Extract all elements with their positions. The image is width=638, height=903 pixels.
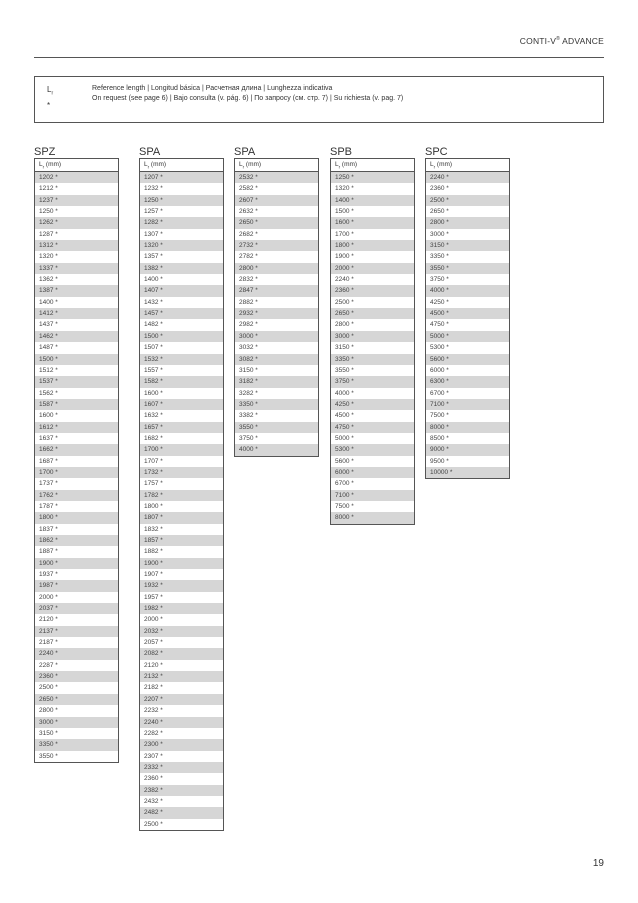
table-row: 2240 *	[35, 648, 118, 659]
table-row: 2650 *	[331, 308, 414, 319]
table-row: 1807 *	[140, 512, 223, 523]
table-row: 2632 *	[239, 208, 258, 216]
table-row: 1362 *	[39, 276, 58, 284]
table-row: 2307 *	[144, 752, 163, 760]
table-row: 2282 *	[144, 729, 163, 737]
column-title: SPC	[425, 146, 448, 158]
table-row: 7500 *	[335, 502, 354, 510]
table-row: 1832 *	[144, 525, 163, 533]
table-row: 2650 *	[235, 217, 318, 228]
table-row: 4000 *	[335, 389, 354, 397]
table-row: 3350 *	[331, 354, 414, 365]
table-row: 1587 *	[35, 399, 118, 410]
table-row: 2082 *	[140, 648, 223, 659]
table-row: 5600 *	[335, 457, 354, 465]
legend-line-on-request: On request (see page 6) | Bajo consulta (v. pág. 6) | По запросу (см. стр. 7) | Su richiesta (v. pag. 7)	[92, 95, 404, 102]
table-row: 1532 *	[140, 354, 223, 365]
table-row: 1600 *	[39, 412, 58, 420]
table-row: 2000 *	[331, 263, 414, 274]
table-row: 2847 *	[235, 285, 318, 296]
table-row: 2287 *	[39, 661, 58, 669]
table-row: 1307 *	[144, 230, 163, 238]
table-row: 3182 *	[235, 376, 318, 387]
column-spa-1	[139, 146, 224, 831]
column-spb	[330, 146, 415, 525]
table-row: 1507 *	[144, 344, 163, 352]
table-row: 2982 *	[239, 321, 258, 329]
table-row: 1202 *	[35, 172, 118, 183]
table-row: 1237 *	[35, 195, 118, 206]
table-row: 2332 *	[140, 762, 223, 773]
table-row: 1257 *	[144, 208, 163, 216]
table-row: 2832 *	[239, 276, 258, 284]
table-row: 9500 *	[430, 457, 449, 465]
table-row: 1932 *	[140, 580, 223, 591]
table-row: 2682 *	[239, 230, 258, 238]
table-row: 1707 *	[144, 457, 163, 465]
table-row: 7100 *	[426, 399, 509, 410]
table-row: 2240 *	[140, 717, 223, 728]
column-title: SPA	[234, 146, 256, 158]
table-row: 1400 *	[39, 298, 58, 306]
table-row: 8500 *	[430, 434, 449, 442]
table-row: 1662 *	[35, 444, 118, 455]
table-row: 1232 *	[144, 185, 163, 193]
table-row: 2207 *	[140, 694, 223, 705]
table-row: 6000 *	[430, 366, 449, 374]
table-row: 4500 *	[426, 308, 509, 319]
table-row: 2800 *	[426, 217, 509, 228]
table-row: 2037 *	[35, 603, 118, 614]
table-row: 1982 *	[140, 603, 223, 614]
table-row: 1757 *	[144, 480, 163, 488]
table-row: 8000 *	[331, 512, 414, 523]
column-spa-2	[234, 146, 319, 457]
table-row: 3750 *	[331, 376, 414, 387]
column-title: SPB	[330, 146, 353, 158]
table-row: 3000 *	[235, 331, 318, 342]
table-row: 1282 *	[140, 217, 223, 228]
table-row: 1607 *	[140, 399, 223, 410]
legend-symbols: $L_r$ *	[47, 85, 54, 110]
table-row: 1432 *	[144, 298, 163, 306]
table-row: 3000 *	[331, 331, 414, 342]
table-row: 3150 *	[39, 729, 58, 737]
table-row: 2120 *	[144, 661, 163, 669]
table-row: 2532 *	[235, 172, 318, 183]
table-row: 1537 *	[35, 376, 118, 387]
table-row: 2882 *	[239, 298, 258, 306]
table-row: 1900 *	[335, 253, 354, 261]
table-row: 3350 *	[430, 253, 449, 261]
table-row: 1787 *	[39, 502, 58, 510]
length-table	[234, 158, 319, 457]
table-row: 2360 *	[144, 775, 163, 783]
table-row: 1800 *	[331, 240, 414, 251]
column-title: SPZ	[34, 146, 56, 158]
table-row: 2240 *	[335, 276, 354, 284]
table-row: 4500 *	[335, 412, 354, 420]
table-row: 2432 *	[144, 797, 163, 805]
table-row: 1462 *	[35, 331, 118, 342]
table-row: 1320 *	[39, 253, 58, 261]
table-row: 4750 *	[331, 422, 414, 433]
table-row: 2132 *	[140, 671, 223, 682]
table-row: 1250 *	[39, 208, 58, 216]
table-row: 1700 *	[140, 444, 223, 455]
table-row: 2500 *	[39, 684, 58, 692]
table-row: 3000 *	[430, 230, 449, 238]
column-spz	[34, 146, 119, 763]
table-row: 1212 *	[39, 185, 58, 193]
table-row: 2932 *	[235, 308, 318, 319]
table-row: 3382 *	[239, 412, 258, 420]
table-row: 1957 *	[144, 593, 163, 601]
table-row: 10000 *	[426, 467, 509, 478]
table-row: 3550 *	[235, 422, 318, 433]
table-row: 1700 *	[35, 467, 118, 478]
table-row: 4000 *	[235, 444, 318, 455]
table-row: 1700 *	[335, 230, 354, 238]
legend-box	[34, 76, 604, 123]
column-spc	[425, 146, 510, 479]
table-row: 1320 *	[140, 240, 223, 251]
table-row: 1632 *	[144, 412, 163, 420]
table-row: 2800 *	[39, 707, 58, 715]
table-row: 1312 *	[35, 240, 118, 251]
table-header: $L_r$ (mm)	[331, 159, 414, 172]
table-row: 6000 *	[331, 467, 414, 478]
table-header: $L_r$ (mm)	[35, 159, 118, 172]
table-row: 2000 *	[144, 616, 163, 624]
table-row: 2360 *	[430, 185, 449, 193]
table-row: 3032 *	[239, 344, 258, 352]
table-row: 2382 *	[140, 785, 223, 796]
table-row: 2032 *	[140, 626, 223, 637]
table-row: 3000 *	[35, 717, 118, 728]
table-row: 1600 *	[331, 217, 414, 228]
table-row: 2187 *	[39, 639, 58, 647]
table-row: 1907 *	[144, 571, 163, 579]
table-row: 3750 *	[430, 276, 449, 284]
table-row: 1562 *	[39, 389, 58, 397]
table-row: 1987 *	[35, 580, 118, 591]
table-row: 1612 *	[35, 422, 118, 433]
table-row: 1500 *	[35, 354, 118, 365]
table-header: $L_r$ (mm)	[235, 159, 318, 172]
table-row: 3350 *	[35, 739, 118, 750]
table-row: 6700 *	[430, 389, 449, 397]
table-row: 1582 *	[140, 376, 223, 387]
table-row: 1400 *	[331, 195, 414, 206]
table-row: 5300 *	[430, 344, 449, 352]
table-row: 2232 *	[144, 707, 163, 715]
table-row: 1262 *	[35, 217, 118, 228]
table-row: 4000 *	[426, 285, 509, 296]
legend-line-reference: Reference length | Longitud básica | Расчетная длина | Lunghezza indicativa	[92, 85, 333, 92]
table-row: 8000 *	[426, 422, 509, 433]
table-row: 5300 *	[331, 444, 414, 455]
table-row: 1500 *	[140, 331, 223, 342]
table-row: 1407 *	[140, 285, 223, 296]
table-row: 3350 *	[235, 399, 318, 410]
table-row: 1882 *	[144, 548, 163, 556]
table-row: 2482 *	[140, 807, 223, 818]
table-row: 1800 *	[35, 512, 118, 523]
table-row: 1357 *	[144, 253, 163, 261]
table-row: 1387 *	[35, 285, 118, 296]
table-row: 2650 *	[430, 208, 449, 216]
table-row: 3082 *	[235, 354, 318, 365]
length-table	[330, 158, 415, 525]
table-row: 1457 *	[140, 308, 223, 319]
table-row: 4250 *	[331, 399, 414, 410]
table-row: 2360 *	[331, 285, 414, 296]
table-row: 1412 *	[35, 308, 118, 319]
table-row: 1937 *	[39, 571, 58, 579]
table-row: 3550 *	[335, 366, 354, 374]
table-row: 1287 *	[39, 230, 58, 238]
table-row: 7100 *	[331, 490, 414, 501]
table-row: 1887 *	[39, 548, 58, 556]
table-row: 2182 *	[144, 684, 163, 692]
table-row: 1687 *	[39, 457, 58, 465]
table-row: 2500 *	[144, 820, 163, 828]
table-row: 1782 *	[140, 490, 223, 501]
table-row: 1337 *	[35, 263, 118, 274]
table-row: 4250 *	[430, 298, 449, 306]
table-row: 3750 *	[239, 434, 258, 442]
table-row: 2500 *	[335, 298, 354, 306]
table-row: 1250 *	[331, 172, 414, 183]
legend-text	[92, 84, 403, 104]
table-row: 2800 *	[235, 263, 318, 274]
table-row: 9000 *	[426, 444, 509, 455]
table-row: 1320 *	[335, 185, 354, 193]
table-row: 1600 *	[144, 389, 163, 397]
header-divider	[34, 57, 604, 58]
table-row: 1500 *	[335, 208, 354, 216]
table-row: 4750 *	[430, 321, 449, 329]
table-row: 2650 *	[35, 694, 118, 705]
table-row: 2732 *	[235, 240, 318, 251]
table-header: $L_r$ (mm)	[426, 159, 509, 172]
table-row: 1857 *	[140, 535, 223, 546]
table-row: 1487 *	[39, 344, 58, 352]
table-row: 1637 *	[39, 434, 58, 442]
table-row: 3282 *	[239, 389, 258, 397]
table-row: 1682 *	[144, 434, 163, 442]
length-table	[425, 158, 510, 479]
table-row: 1400 *	[144, 276, 163, 284]
table-row: 2500 *	[426, 195, 509, 206]
table-row: 1732 *	[140, 467, 223, 478]
table-row: 3550 *	[426, 263, 509, 274]
table-row: 2360 *	[35, 671, 118, 682]
column-title: SPA	[139, 146, 161, 158]
table-row: 1762 *	[35, 490, 118, 501]
page-number: 19	[592, 858, 604, 869]
table-row: 1862 *	[35, 535, 118, 546]
table-row: 5000 *	[335, 434, 354, 442]
table-row: 3150 *	[426, 240, 509, 251]
table-row: 1837 *	[39, 525, 58, 533]
table-row: 3150 *	[239, 366, 258, 374]
table-row: 2782 *	[239, 253, 258, 261]
table-row: 1737 *	[39, 480, 58, 488]
table-row: 6700 *	[335, 480, 354, 488]
table-row: 2240 *	[426, 172, 509, 183]
table-row: 1800 *	[144, 502, 163, 510]
length-table	[139, 158, 224, 831]
table-row: 2582 *	[239, 185, 258, 193]
table-row: 1512 *	[39, 366, 58, 374]
table-row: 6300 *	[426, 376, 509, 387]
table-row: 1482 *	[144, 321, 163, 329]
table-row: 1382 *	[140, 263, 223, 274]
table-row: 1207 *	[140, 172, 223, 183]
table-row: 1900 *	[140, 558, 223, 569]
table-row: 1250 *	[140, 195, 223, 206]
table-row: 2607 *	[235, 195, 318, 206]
table-row: 1900 *	[35, 558, 118, 569]
table-row: 3150 *	[335, 344, 354, 352]
table-row: 1557 *	[144, 366, 163, 374]
table-row: 1657 *	[140, 422, 223, 433]
table-header: $L_r$ (mm)	[140, 159, 223, 172]
table-row: 7500 *	[430, 412, 449, 420]
table-row: 2300 *	[140, 739, 223, 750]
table-row: 2137 *	[35, 626, 118, 637]
table-row: 2000 *	[39, 593, 58, 601]
brand-title: CONTI-V® ADVANCE	[519, 36, 604, 46]
table-row: 5600 *	[426, 354, 509, 365]
table-row: 2120 *	[39, 616, 58, 624]
table-row: 2800 *	[335, 321, 354, 329]
table-row: 1437 *	[39, 321, 58, 329]
length-table	[34, 158, 119, 763]
table-row: 2057 *	[144, 639, 163, 647]
table-row: 3550 *	[39, 752, 58, 760]
table-row: 5000 *	[426, 331, 509, 342]
